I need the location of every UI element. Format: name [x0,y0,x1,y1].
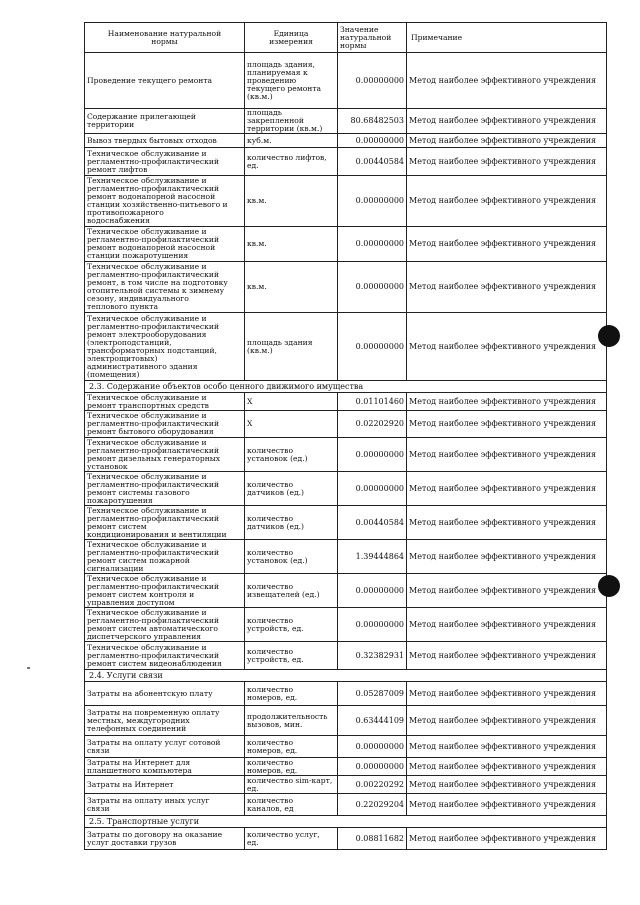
table-row [85,53,607,109]
header-name: Наименование натуральной нормы [85,23,245,53]
unit-cell: X [245,411,338,438]
note-cell: Метод наиболее эффективного учреждения [407,608,607,642]
table-row [85,438,607,472]
value-cell: 0.32382931 [338,642,407,670]
unit-cell: кв.м. [245,176,338,227]
section-title: 2.4. Услуги связи [85,670,607,682]
value-cell: 0.22029204 [338,794,407,816]
value-cell: 0.00000000 [338,134,407,148]
unit-cell: продолжительность вызовов, мин. [245,706,338,736]
unit-cell: количество каналов, ед [245,794,338,816]
header-unit: Единица измерения [245,23,338,53]
norm-name-cell: Затраты на Интернет [85,776,245,794]
value-cell: 0.00000000 [338,53,407,109]
note-cell: Метод наиболее эффективного учреждения [407,148,607,176]
note-cell: Метод наиболее эффективного учреждения [407,736,607,758]
note-cell: Метод наиболее эффективного учреждения [407,227,607,262]
table-row [85,540,607,574]
unit-cell: количество датчиков (ед.) [245,472,338,506]
scan-speck [27,667,30,669]
unit-cell: количество номеров, ед. [245,736,338,758]
norm-name-cell: Техническое обслуживание и ремонт транспортных средств [85,393,245,411]
note-cell: Метод наиболее эффективного учреждения [407,540,607,574]
note-cell: Метод наиболее эффективного учреждения [407,642,607,670]
unit-cell: кв.м. [245,262,338,313]
table-row [85,227,607,262]
norm-name-cell: Вывоз твердых бытовых отходов [85,134,245,148]
note-cell: Метод наиболее эффективного учреждения [407,53,607,109]
section-row [85,816,607,828]
table-row [85,313,607,381]
value-cell: 0.00000000 [338,472,407,506]
value-cell: 0.00000000 [338,758,407,776]
norm-name-cell: Техническое обслуживание и регламентно-профилактический ремонт систем кондиционирования и вентиляции [85,506,245,540]
unit-cell: количество устройств, ед. [245,608,338,642]
table-row [85,706,607,736]
norm-name-cell: Техническое обслуживание и регламентно-профилактический ремонт систем пожарной сигнализации [85,540,245,574]
table-row [85,393,607,411]
note-cell: Метод наиболее эффективного учреждения [407,313,607,381]
unit-cell: количество номеров, ед. [245,758,338,776]
section-title: 2.5. Транспортные услуги [85,816,607,828]
norm-name-cell: Техническое обслуживание и регламентно-профилактический ремонт дизельных генераторных установок [85,438,245,472]
note-cell: Метод наиболее эффективного учреждения [407,472,607,506]
norm-name-cell: Затраты на Интернет для планшетного компьютера [85,758,245,776]
unit-cell: количество датчиков (ед.) [245,506,338,540]
unit-cell: количество услуг, ед. [245,828,338,850]
value-cell: 0.00440584 [338,148,407,176]
unit-cell: X [245,393,338,411]
table-row [85,642,607,670]
unit-cell: количество установок (ед.) [245,438,338,472]
value-cell: 0.01101460 [338,393,407,411]
value-cell: 0.00000000 [338,736,407,758]
section-row [85,670,607,682]
norm-name-cell: Затраты на повременную оплату местных, междугородних телефонных соединений [85,706,245,736]
table-row [85,262,607,313]
unit-cell: количество устройств, ед. [245,642,338,670]
note-cell: Метод наиболее эффективного учреждения [407,506,607,540]
value-cell: 1.39444864 [338,540,407,574]
value-cell: 0.00000000 [338,313,407,381]
norm-name-cell: Затраты на абонентскую плату [85,682,245,706]
norm-name-cell: Затраты по договору на оказание услуг доставки грузов [85,828,245,850]
table-row [85,682,607,706]
unit-cell: кв.м. [245,227,338,262]
note-cell: Метод наиболее эффективного учреждения [407,176,607,227]
header-note: Примечание [407,23,607,53]
value-cell: 0.08811682 [338,828,407,850]
norms-table [84,22,607,850]
norm-name-cell: Техническое обслуживание и регламентно-профилактический ремонт водонапорной насосной станции хозяйственно-питьевого и противопожарного водоснабжения [85,176,245,227]
note-cell: Метод наиболее эффективного учреждения [407,262,607,313]
norm-name-cell: Техническое обслуживание и регламентно-профилактический ремонт, в том числе на подготовку отопительной системы к зимнему сезону, индивидуального теплового пункта [85,262,245,313]
norm-name-cell: Затраты на оплату иных услуг связи [85,794,245,816]
value-cell: 0.00000000 [338,227,407,262]
value-cell: 0.00000000 [338,438,407,472]
note-cell: Метод наиболее эффективного учреждения [407,828,607,850]
table-row [85,148,607,176]
header-value: Значение натуральной нормы [338,23,407,53]
norm-name-cell: Техническое обслуживание и регламентно-профилактический ремонт лифтов [85,148,245,176]
unit-cell: количество извещателей (ед.) [245,574,338,608]
section-title: 2.3. Содержание объектов особо ценного движимого имущества [85,381,607,393]
table-row [85,472,607,506]
table-row [85,506,607,540]
value-cell: 80.68482503 [338,109,407,134]
unit-cell: куб.м. [245,134,338,148]
table-row [85,758,607,776]
unit-cell: количество номеров, ед. [245,682,338,706]
note-cell: Метод наиболее эффективного учреждения [407,393,607,411]
unit-cell: площадь здания, планируемая к проведению текущего ремонта (кв.м.) [245,53,338,109]
table-row [85,109,607,134]
value-cell: 0.00000000 [338,262,407,313]
norm-name-cell: Содержание прилегающей территории [85,109,245,134]
value-cell: 0.00000000 [338,176,407,227]
note-cell: Метод наиболее эффективного учреждения [407,574,607,608]
table-row [85,776,607,794]
punch-hole [598,325,620,347]
unit-cell: площадь здания (кв.м.) [245,313,338,381]
punch-hole [598,575,620,597]
norm-name-cell: Проведение текущего ремонта [85,53,245,109]
norm-name-cell: Техническое обслуживание и регламентно-профилактический ремонт водонапорной насосной станции пожаротушения [85,227,245,262]
unit-cell: количество лифтов, ед. [245,148,338,176]
norm-name-cell: Техническое обслуживание и регламентно-профилактический ремонт систем видеонаблюдения [85,642,245,670]
note-cell: Метод наиболее эффективного учреждения [407,794,607,816]
table-row [85,176,607,227]
unit-cell: площадь закрепленной территории (кв.м.) [245,109,338,134]
note-cell: Метод наиболее эффективного учреждения [407,438,607,472]
value-cell: 0.00000000 [338,608,407,642]
value-cell: 0.05287009 [338,682,407,706]
table-row [85,608,607,642]
norm-name-cell: Техническое обслуживание и регламентно-профилактический ремонт электрооборудования (электроподстанций, трансформаторных подстанций, электрощитовых) административного здания (помещения) [85,313,245,381]
norm-name-cell: Техническое обслуживание и регламентно-профилактический ремонт системы газового пожаротушения [85,472,245,506]
note-cell: Метод наиболее эффективного учреждения [407,109,607,134]
table-row [85,134,607,148]
norm-name-cell: Техническое обслуживание и регламентно-профилактический ремонт бытового оборудования [85,411,245,438]
unit-cell: количество установок (ед.) [245,540,338,574]
note-cell: Метод наиболее эффективного учреждения [407,411,607,438]
table-row [85,736,607,758]
norm-name-cell: Затраты на оплату услуг сотовой связи [85,736,245,758]
section-row [85,381,607,393]
note-cell: Метод наиболее эффективного учреждения [407,776,607,794]
value-cell: 0.00220292 [338,776,407,794]
table-row [85,828,607,850]
norm-name-cell: Техническое обслуживание и регламентно-профилактический ремонт систем контроля и управления доступом [85,574,245,608]
note-cell: Метод наиболее эффективного учреждения [407,682,607,706]
value-cell: 0.63444109 [338,706,407,736]
value-cell: 0.02202920 [338,411,407,438]
note-cell: Метод наиболее эффективного учреждения [407,758,607,776]
table-row [85,411,607,438]
norm-name-cell: Техническое обслуживание и регламентно-профилактический ремонт систем автоматического диспетчерского управления [85,608,245,642]
note-cell: Метод наиболее эффективного учреждения [407,134,607,148]
unit-cell: количество sim-карт, ед. [245,776,338,794]
table-header-row [85,23,607,53]
value-cell: 0.00440584 [338,506,407,540]
table-row [85,794,607,816]
value-cell: 0.00000000 [338,574,407,608]
table-row [85,574,607,608]
norms-document [84,22,606,850]
note-cell: Метод наиболее эффективного учреждения [407,706,607,736]
